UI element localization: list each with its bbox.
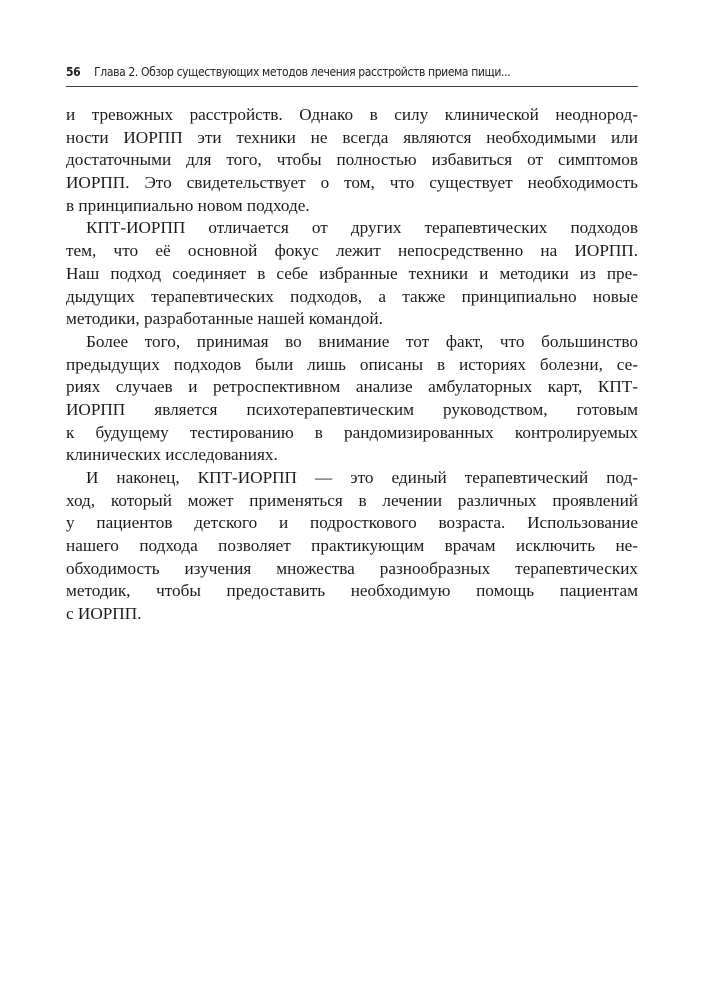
text-line: ИОРПП является психотерапевтическим руководством, готовым [66, 399, 638, 419]
running-header [66, 64, 638, 87]
text-line: клинических исследованиях. [66, 445, 278, 465]
text-line: ИОРПП. Это свидетельствует о том, что существует необходимость [66, 173, 638, 193]
text-line: обходимость изучения множества разнообразных терапевтических [66, 558, 638, 578]
text-line: Более того, принимая во внимание тот факт, что большинство [86, 331, 638, 351]
text-line: И наконец, КПТ-ИОРПП — это единый терапевтический под- [86, 468, 638, 487]
text-line: в принципиально новом подходе. [66, 195, 310, 215]
text-line: с ИОРПП. [66, 604, 142, 624]
body-text [66, 104, 638, 626]
text-line: ход, который может применяться в лечении различных проявлений [66, 490, 638, 510]
paragraph [66, 467, 638, 626]
paragraph [66, 217, 638, 330]
text-line: ности ИОРПП эти техники не всегда являются необходимыми или [66, 127, 638, 147]
text-line: методик, чтобы предоставить необходимую помощь пациентам [66, 581, 638, 601]
paragraph [66, 104, 638, 217]
text-line: риях случаев и ретроспективном анализе амбулаторных карт, КПТ- [66, 377, 638, 397]
chapter-title: Глава 2. Обзор существующих методов лечения расстройств приема пищи... [94, 64, 511, 79]
paragraph [66, 331, 638, 467]
text-line: к будущему тестированию в рандомизированных контролируемых [66, 422, 638, 442]
page-number: 56 [66, 64, 81, 79]
text-line: достаточными для того, чтобы полностью избавиться от симптомов [66, 150, 638, 170]
text-line: Наш подход соединяет в себе избранные техники и методики из пре- [66, 263, 638, 283]
text-line: предыдущих подходов были лишь описаны в историях болезни, се- [66, 354, 638, 374]
text-line: и тревожных расстройств. Однако в силу клинической неоднород- [66, 105, 638, 124]
text-line: тем, что её основной фокус лежит непосредственно на ИОРПП. [66, 241, 638, 261]
text-line: нашего подхода позволяет практикующим врачам исключить не- [66, 536, 638, 556]
text-line: дыдущих терапевтических подходов, а также принципиально новые [66, 286, 638, 306]
text-line: КПТ-ИОРПП отличается от других терапевтических подходов [86, 218, 638, 238]
text-line: методики, разработанные нашей командой. [66, 309, 383, 329]
text-line: у пациентов детского и подросткового возраста. Использование [66, 513, 638, 533]
